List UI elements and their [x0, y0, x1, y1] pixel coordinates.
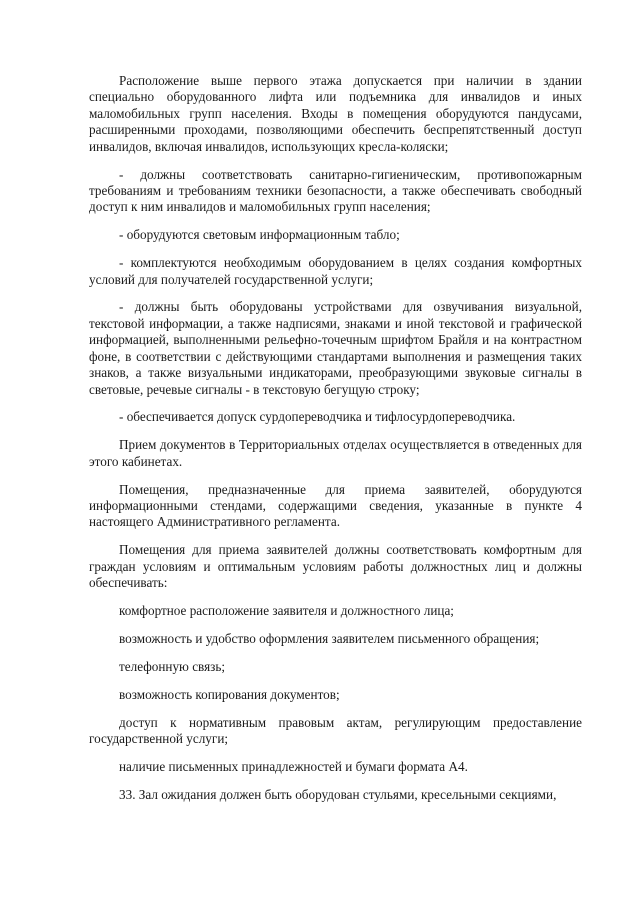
paragraph-sign-interpreter: - обеспечивается допуск сурдопереводчика и тифлосурдопереводчика. [119, 409, 516, 425]
paragraph-floor-location: Расположение выше первого этажа допускается при наличии в здании специально оборудованного лифта или подъемника для инвалидов и иных маломобильных групп населения. Входы в помещения оборудуются пандусами, расширенными проходами, позволяющими обеспечить беспрепятственный доступ инвалидов, включая инвалидов, использующих кресла-коляски; [89, 73, 582, 154]
paragraph-reception-rooms: Помещения для приема заявителей должны соответствовать комфортным для граждан условиям и оптимальным условиям работы должностных лиц и должны обеспечивать: [89, 542, 582, 591]
paragraph-light-board: - оборудуются световым информационным табло; [119, 227, 400, 243]
list-item-telephone: телефонную связь; [119, 658, 226, 674]
paragraph-equipment: - комплектуются необходимым оборудованием в целях создания комфортных условий для получателей государственной услуги; [89, 255, 582, 287]
list-item-stationery: наличие письменных принадлежностей и бумаги формата А4. [119, 759, 468, 774]
paragraph-document-reception: Прием документов в Территориальных отделах осуществляется в отведенных для этого кабинетах. [89, 437, 582, 469]
list-item-legal-acts: доступ к нормативным правовым актам, регулирующим предоставление государственной услуги; [89, 714, 582, 747]
paragraph-sanitary-requirements: - должны соответствовать санитарно-гигиеническим, противопожарным требованиям и требованиям техники безопасности, а также обеспечивать свободный доступ к ним инвалидов и маломобильных групп населения; [89, 166, 582, 215]
paragraph-audio-braille: - должны быть оборудованы устройствами для озвучивания визуальной, текстовой информации, а также надписями, знаками и иной текстовой и графической информацией, выполненными рельефно-точечным шрифтом Брайля и на контрастном фоне, в соответствии с действующими стандартами выполнения и размещения таких знаков, а также визуальными индикаторами, преобразующими звуковые сигналы в световые, речевые сигналы - в текстовую бегущую строку; [89, 299, 582, 397]
document-body [89, 73, 582, 815]
paragraph-info-stands: Помещения, предназначенные для приема заявителей, оборудуются информационными стендами, содержащими сведения, указанные в пункте 4 настоящего Административного регламента. [89, 481, 582, 530]
list-item-copying: возможность копирования документов; [119, 686, 340, 702]
paragraph-waiting-hall: 33. Зал ожидания должен быть оборудован стульями, кресельными секциями, [119, 786, 557, 802]
list-item-comfortable-placement: комфортное расположение заявителя и должностного лица; [119, 603, 454, 619]
list-item-written-appeal: возможность и удобство оформления заявителем письменного обращения; [119, 630, 540, 646]
